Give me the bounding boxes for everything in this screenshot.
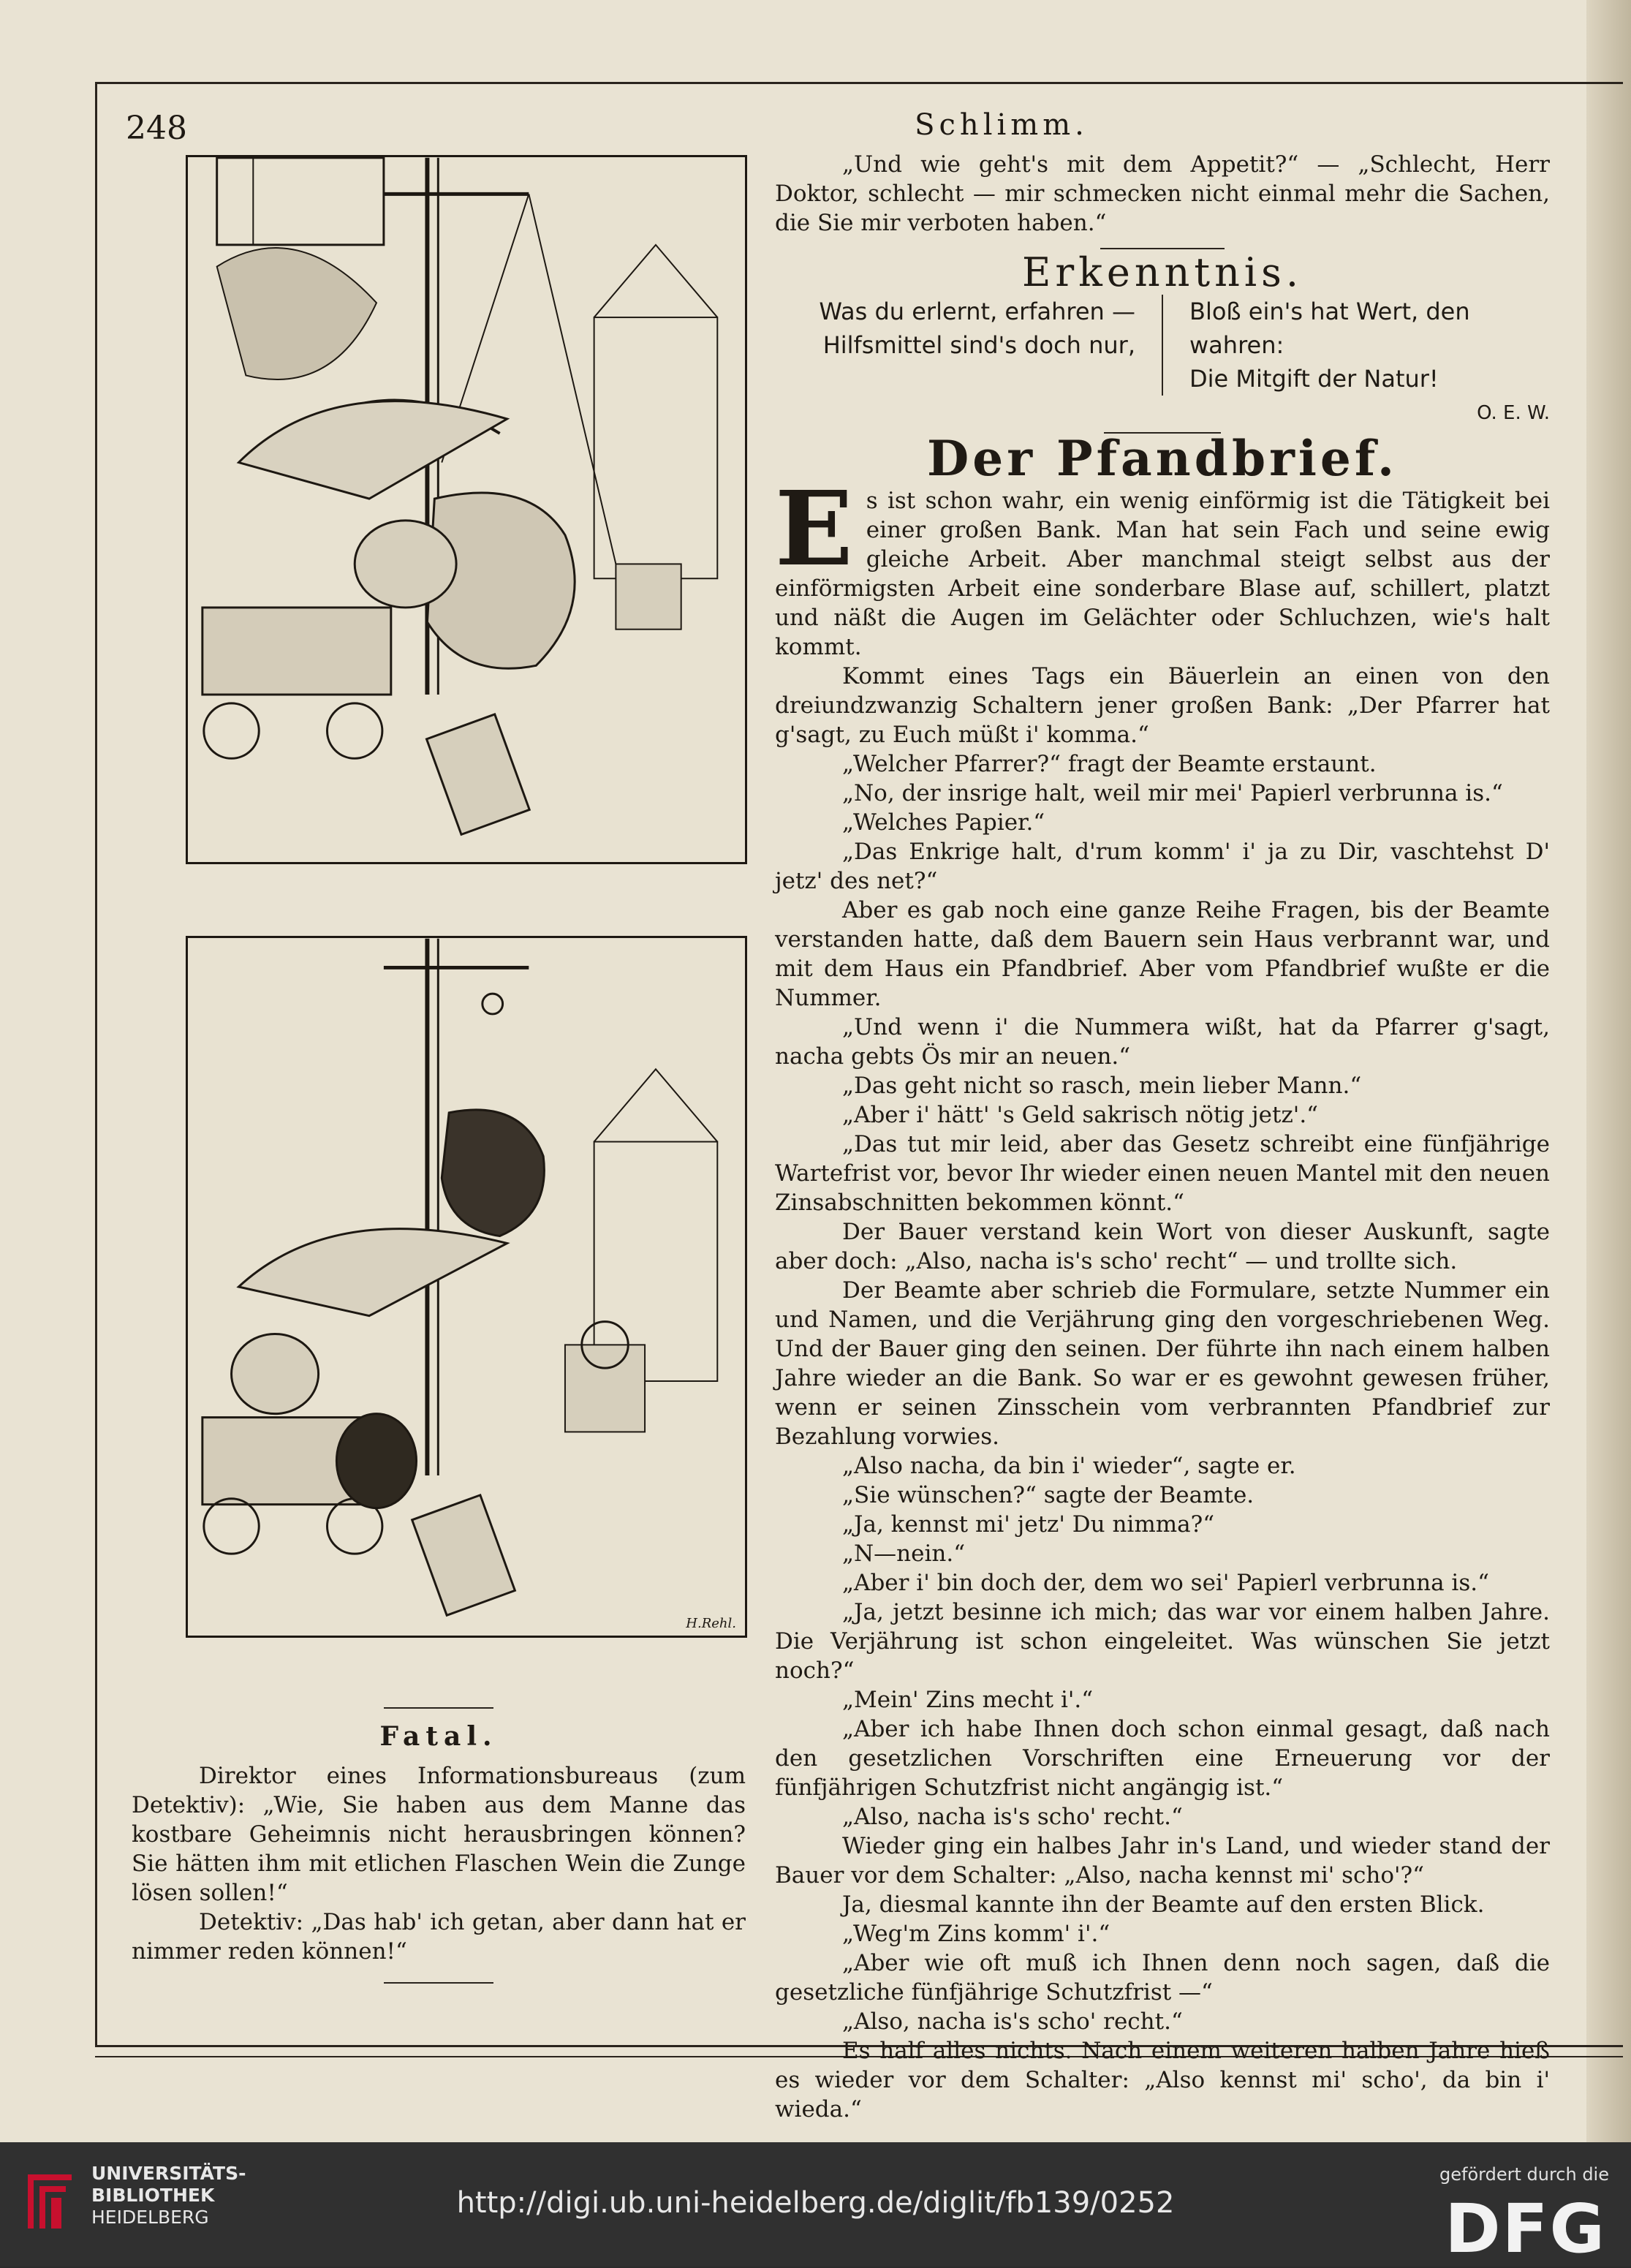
poem-signature: O. E. W. xyxy=(1477,402,1550,424)
story-paragraph: „Ja, kennst mi' jetz' Du nimma?“ xyxy=(842,1511,1215,1538)
illustration-dogs-eating xyxy=(188,938,745,1636)
story-paragraph: „Das Enkrige halt, d'rum komm' i' ja zu Dir, vaschtehst D' jetz' des net?“ xyxy=(775,839,1550,894)
story-paragraph: „Aber i' hätt' 's Geld sakrisch nötig jetz'.“ xyxy=(842,1102,1319,1128)
story-paragraph: „Also, nacha is's scho' recht.“ xyxy=(842,1804,1183,1830)
poem-line: Bloß ein's hat Wert, den wahren: xyxy=(1189,298,1470,359)
right-column xyxy=(775,150,1550,2124)
library-name-line: HEIDELBERG xyxy=(91,2207,209,2228)
story-paragraph: Der Bauer verstand kein Wort von dieser Auskunft, sagte aber doch: „Also, nacha is's scho' recht“ — und trollte sich. xyxy=(775,1219,1550,1274)
story-paragraph: „Welcher Pfarrer?“ fragt der Beamte erstaunt. xyxy=(842,751,1377,777)
story-paragraph: Aber es gab noch eine ganze Reihe Fragen, bis der Beamte verstanden hatte, daß dem Bauern sein Haus verbrannt war, und mit dem Haus ein Pfandbrief. Aber vom Pfandbrief wußte er die Nummer. xyxy=(775,897,1550,1011)
library-name-line: UNIVERSITÄTS- xyxy=(91,2163,246,2184)
dfg-logo[interactable]: DFG xyxy=(1445,2190,1606,2268)
poem-line: Hilfsmittel sind's doch nur, xyxy=(822,331,1135,359)
story-paragraph: „Weg'm Zins komm' i'.“ xyxy=(842,1921,1110,1947)
poem xyxy=(775,295,1550,396)
story-paragraph: Ja, diesmal kannte ihn der Beamte auf den ersten Blick. xyxy=(842,1891,1485,1918)
illustration-pig-hoisted xyxy=(188,157,745,862)
story-paragraph: Wieder ging ein halbes Jahr in's Land, und wieder stand der Bauer vor dem Schalter: „Also, nacha kennst mi' scho'?“ xyxy=(775,1833,1550,1889)
funding-caption: gefördert durch die xyxy=(1439,2164,1609,2185)
story-paragraph: „Und wenn i' die Nummera wißt, hat da Pfarrer g'sagt, nacha gebts Ös mir an neuen.“ xyxy=(775,1014,1550,1070)
story-paragraph: „Also, nacha is's scho' recht.“ xyxy=(842,2008,1183,2035)
story-paragraph: Der Beamte aber schrieb die Formulare, setzte Nummer ein und Namen, und die Verjährung ging den vorgeschriebenen Weg. Und der Bauer ging den seinen. Der führte ihn nach einem halben Jahre wieder an die Bank. So war er es gewohnt gewesen früher, wenn er seinen Zinsschein vom verbrannten Pfandbrief zur Bezahlung vorwies. xyxy=(775,1277,1550,1450)
page-number: 248 xyxy=(126,110,187,147)
intro-paragraph: „Und wie geht's mit dem Appetit?“ — „Schlecht, Herr Doktor, schlecht — mir schmecken nicht einmal mehr die Sachen, die Sie mir verboten haben.“ xyxy=(775,151,1550,236)
permalink-url[interactable]: http://digi.ub.uni-heidelberg.de/diglit/fb139/0252 xyxy=(456,2186,1175,2220)
left-column xyxy=(132,1707,746,1984)
library-name-line: BIBLIOTHEK xyxy=(91,2185,215,2206)
section-rule xyxy=(384,1707,493,1709)
drop-cap: E xyxy=(775,469,853,589)
story-paragraph: „Aber ich habe Ihnen doch schon einmal gesagt, daß nach den gesetzlichen Vorschriften eine Erneuerung vor der fünfjährigen Schutzfrist nicht angängig ist.“ xyxy=(775,1716,1550,1801)
story-paragraph: „Mein' Zins mecht i'.“ xyxy=(842,1687,1094,1713)
running-head: Schlimm. xyxy=(915,108,1089,142)
poem-left-half xyxy=(775,295,1163,396)
illustration-panel-1 xyxy=(186,155,747,864)
story-paragraph: „Welches Papier.“ xyxy=(842,809,1045,836)
story-paragraph: „Ja, jetzt besinne ich mich; das war vor einem halben Jahre. Die Verjährung ist schon eingeleitet. Was wünschen Sie jetzt noch?“ xyxy=(775,1599,1550,1684)
story-body xyxy=(775,469,1550,2124)
story-paragraph: „Sie wünschen?“ sagte der Beamte. xyxy=(842,1482,1255,1508)
illustration-signature: H.Rehl. xyxy=(686,1616,736,1631)
story-paragraph: „Aber wie oft muß ich Ihnen denn noch sagen, daß die gesetzliche fünfjährige Schutzfrist —“ xyxy=(775,1950,1550,2006)
story-paragraph: „Das geht nicht so rasch, mein lieber Mann.“ xyxy=(842,1073,1362,1099)
story-paragraph: „Aber i' bin doch der, dem wo sei' Papierl verbrunna is.“ xyxy=(842,1570,1489,1596)
poem-right-half xyxy=(1163,295,1550,396)
fatal-paragraph: Detektiv: „Das hab' ich getan, aber dann hat er nimmer reden können!“ xyxy=(132,1909,746,1965)
story-paragraph: „No, der insrige halt, weil mir mei' Papierl verbrunna is.“ xyxy=(842,780,1503,806)
story-paragraph: Kommt eines Tags ein Bäuerlein an einen von den dreiundzwanzig Schaltern jener großen Bank: „Der Pfarrer hat g'sagt, zu Euch müßt i' komma.“ xyxy=(775,663,1550,748)
story-paragraph: „Also nacha, da bin i' wieder“, sagte er. xyxy=(842,1453,1296,1479)
story-paragraph xyxy=(775,469,1550,662)
story-paragraph: „N—nein.“ xyxy=(842,1541,966,1567)
poem-line: Was du erlernt, erfahren — xyxy=(819,298,1135,325)
story-paragraph: „Das tut mir leid, aber das Gesetz schreibt eine fünfjährige Wartefrist vor, bevor Ihr wieder einen neuen Mantel mit den neuen Zinsabschnitten bekommen könnt.“ xyxy=(775,1131,1550,1216)
fatal-paragraph: Direktor eines Informationsbureaus (zum Detektiv): „Wie, Sie haben aus dem Manne das kostbare Geheimnis nicht herausbringen können? Sie hätten ihm mit etlichen Flaschen Wein die Zunge lösen sollen!“ xyxy=(132,1763,746,1906)
poem-line: Die Mitgift der Natur! xyxy=(1189,365,1439,393)
story-paragraph: Es half alles nichts. Nach einem weiteren halben Jahre hieß es wieder vor dem Schalter: „Also kennst mi' scho', da bin i' wieda.“ xyxy=(775,2038,1550,2123)
illustration-panel-2 xyxy=(186,936,747,1638)
section-rule xyxy=(384,1982,493,1984)
story-title: Der Pfandbrief. xyxy=(927,430,1398,487)
story-paragraph-text: s ist schon wahr, ein wenig einförmig ist die Tätigkeit bei einer großen Bank. Man hat sein Fach und seine ewig gleiche Arbeit. Aber manchmal steigt selbst aus der einförmigsten Arbeit eine sonderbare Blase auf, schillert, platzt und näßt die Augen im Gelächter oder Schluchzen, wie's halt kommt. xyxy=(775,488,1550,660)
fatal-title: Fatal. xyxy=(379,1721,498,1752)
poem-title: Erkenntnis. xyxy=(1021,249,1303,295)
